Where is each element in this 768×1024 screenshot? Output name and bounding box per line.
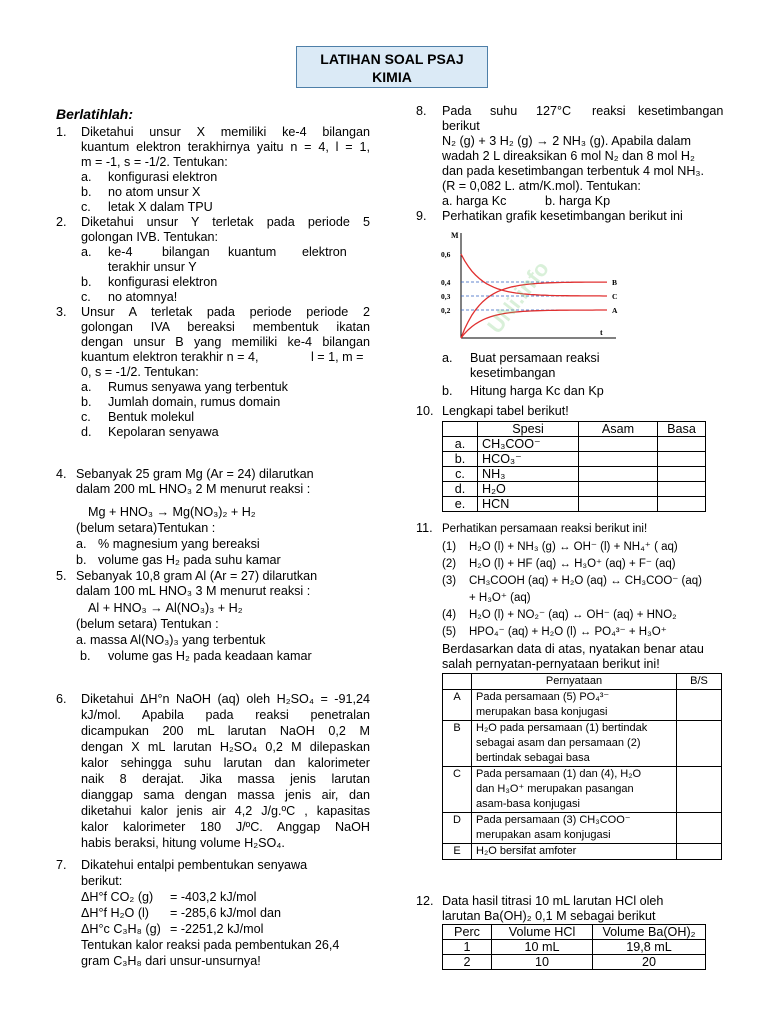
q12-line: Data hasil titrasi 10 mL larutan HCl oleh — [442, 894, 664, 908]
table-cell: H₂O — [478, 482, 579, 497]
title-line2: KIMIA — [372, 69, 412, 85]
titration-table — [442, 924, 706, 970]
statement-line: sebagai asam dan persamaan (2) — [476, 737, 641, 749]
q3-line: dengan unsur B yang memiliki ke-4 bilangan — [81, 335, 370, 349]
table-cell-empty[interactable] — [677, 844, 722, 860]
equilibrium-chart — [440, 225, 630, 345]
title-box — [296, 46, 488, 88]
q2-opt-letter: a. — [81, 245, 92, 259]
table-cell: c. — [443, 467, 478, 482]
q3-opt-letter: b. — [81, 395, 92, 409]
table-cell-empty[interactable] — [677, 813, 722, 844]
q4-opt-letter: a. — [76, 537, 87, 551]
q4-opt-text: volume gas H₂ pada suhu kamar — [98, 553, 281, 567]
statement-line: H₂O pada persamaan (1) bertindak — [476, 722, 648, 734]
q5-note: (belum setara) Tentukan : — [76, 617, 219, 631]
q5-opt-text: volume gas H₂ pada keadaan kamar — [108, 649, 312, 663]
q6-line: dianggap sama dengan massa jenis air, dan — [81, 788, 370, 802]
table-cell-empty[interactable] — [579, 497, 658, 512]
statement-line: Pada persamaan (3) CH₃COO⁻ — [476, 814, 631, 826]
q8-word: suhu — [490, 104, 518, 118]
q9-line: Perhatikan grafik kesetimbangan berikut ini — [442, 209, 683, 223]
q2-opt-letter: c. — [81, 290, 91, 304]
q1-opt-text: no atom unsur X — [108, 185, 201, 199]
table-cell: E — [443, 844, 472, 860]
statement-line: asam-basa konjugasi — [476, 798, 580, 810]
table-cell-empty[interactable] — [677, 721, 722, 767]
q5-line: dalam 100 mL HNO₃ 3 M menurut reaksi : — [76, 584, 311, 598]
table-header-row — [443, 422, 706, 437]
q4-line: Sebanyak 25 gram Mg (Ar = 24) dilarutkan — [76, 467, 314, 481]
q7-data-label: ΔH°f H₂O (l) — [81, 906, 150, 920]
species-table — [442, 421, 706, 512]
q7-num: 7. — [56, 858, 67, 872]
q10-line: Lengkapi tabel berikut! — [442, 404, 569, 418]
heading: Berlatihlah: — [56, 106, 134, 122]
table-cell-empty[interactable] — [658, 452, 706, 467]
q4-opt-letter: b. — [76, 553, 87, 567]
y-tick-label: 0,4 — [441, 278, 451, 287]
q4-num: 4. — [56, 467, 67, 481]
q11-line: salah pernyatan-pernyataan berikut ini! — [442, 657, 660, 671]
q2-line: golongan IVB. Tentukan: — [81, 230, 219, 244]
q6-line: naik 8 derajat. Jika massa jenis larutan — [81, 772, 370, 786]
table-row — [443, 767, 722, 813]
q4-opt-text: % magnesium yang bereaksi — [98, 537, 260, 551]
table-header-cell: Spesi — [478, 422, 579, 437]
q8-line: wadah 2 L direaksikan 6 mol N₂ dan 8 mol H₂ — [442, 149, 695, 163]
table-header-cell: B/S — [677, 674, 722, 690]
table-header-row — [443, 925, 706, 940]
table-row — [443, 690, 722, 721]
q11-rx-num: (4) — [442, 609, 457, 621]
q1-opt-text: konfigurasi elektron — [108, 170, 218, 184]
table-cell-empty[interactable] — [579, 437, 658, 452]
x-axis-label: t — [600, 328, 603, 337]
q9-num: 9. — [416, 209, 427, 223]
q3-opt-text: Jumlah domain, rumus domain — [108, 395, 281, 409]
table-header-cell: Basa — [658, 422, 706, 437]
table-row — [443, 467, 706, 482]
table-cell-empty[interactable] — [677, 690, 722, 721]
table-cell-empty[interactable] — [579, 452, 658, 467]
title-line1: LATIHAN SOAL PSAJ — [320, 51, 464, 67]
table-cell: HCO₃⁻ — [478, 452, 579, 467]
table-row — [443, 955, 706, 970]
q11-num: 11. — [416, 521, 433, 535]
q11-rx: + H₃O⁺ (aq) — [469, 592, 531, 604]
q6-num: 6. — [56, 692, 67, 706]
statement-line: merupakan basa konjugasi — [476, 706, 608, 718]
q11-rx: H₂O (l) + HF (aq) ↔ H₃O⁺ (aq) + F⁻ (aq) — [469, 558, 676, 570]
q12-num: 12. — [416, 894, 434, 908]
q3-opt-letter: c. — [81, 410, 91, 424]
table-cell: 20 — [593, 955, 706, 970]
table-cell: 10 — [492, 955, 593, 970]
table-row — [443, 437, 706, 452]
table-cell-empty[interactable] — [658, 467, 706, 482]
q3-opt-text: Rumus senyawa yang terbentuk — [108, 380, 288, 394]
table-row — [443, 452, 706, 467]
series-label-C: C — [612, 292, 618, 301]
q2-a-cont: terakhir unsur Y — [108, 260, 197, 274]
chart-watermark: UNi.info — [482, 256, 554, 339]
q7-data-label: ΔH°f CO₂ (g) — [81, 890, 154, 904]
table-row — [443, 497, 706, 512]
q4-reaction: Mg + HNO₃ → Mg(NO₃)₂ + H₂ — [88, 505, 256, 519]
statement-line: H₂O bersifat amfoter — [476, 845, 577, 857]
q1-opt-letter: c. — [81, 200, 91, 214]
q11-rx-num: (2) — [442, 558, 457, 570]
q1-opt-text: letak X dalam TPU — [108, 200, 213, 214]
q3-opt-text: Bentuk molekul — [108, 410, 195, 424]
q6-line: kalor kalorimeter 180 J/ºC. Anggap NaOH — [81, 820, 370, 834]
q7-data-value: = -403,2 kJ/mol — [170, 890, 257, 904]
q11-rx: H₂O (l) + NH₃ (g) ↔ OH⁻ (l) + NH₄⁺ ( aq) — [469, 541, 678, 553]
q2-num: 2. — [56, 215, 67, 229]
q8-opt-a: a. harga Kc — [442, 194, 507, 208]
q9-opt-text: kesetimbangan — [470, 366, 556, 380]
statement-line: Pada persamaan (1) dan (4), H₂O — [476, 768, 642, 780]
statement-table — [442, 673, 722, 860]
q6-line: Diketahui ΔH°n NaOH (aq) oleh H₂SO₄ = -91,24 — [81, 692, 370, 706]
q3-opt-letter: d. — [81, 425, 92, 439]
table-cell: d. — [443, 482, 478, 497]
table-cell: D — [443, 813, 472, 844]
q12-line: larutan Ba(OH)₂ 0,1 M sebagai berikut — [442, 909, 656, 923]
q11-rx: CH₃COOH (aq) + H₂O (aq) ↔ CH₃COO⁻ (aq) — [469, 575, 702, 587]
table-cell — [472, 767, 677, 813]
q6-line: kalor sehingga suhu larutan dan kalorimeter — [81, 756, 370, 770]
q8-word: 127°C — [536, 104, 572, 118]
q6-line: habis beraksi, hitung volume H₂SO₄. — [81, 836, 285, 850]
table-header-cell: Pernyataan — [472, 674, 677, 690]
q9-opt-text: Buat persamaan reaksi — [470, 351, 600, 365]
q5-num: 5. — [56, 569, 67, 583]
q8-line: N₂ (g) + 3 H₂ (g) → 2 NH₃ (g). Apabila dalam — [442, 134, 692, 148]
table-row — [443, 940, 706, 955]
q2-opt-letter: b. — [81, 275, 92, 289]
q3-line: golongan IVA bereaksi membentuk ikatan — [81, 320, 370, 334]
statement-line: dan H₃O⁺ merupakan pasangan — [476, 783, 634, 795]
q7-line: Tentukan kalor reaksi pada pembentukan 26,4 — [81, 938, 340, 952]
q11-rx: H₂O (l) + NO₂⁻ (aq) ↔ OH⁻ (aq) + HNO₂ — [469, 609, 677, 621]
y-tick-label: 0,6 — [441, 250, 451, 259]
table-row — [443, 482, 706, 497]
q2-opt-text: konfigurasi elektron — [108, 275, 218, 289]
table-cell-empty[interactable] — [658, 437, 706, 452]
q2-opt-text: no atomnya! — [108, 290, 178, 304]
table-cell — [472, 813, 677, 844]
q3-opt-letter: a. — [81, 380, 92, 394]
q8-num: 8. — [416, 104, 427, 118]
q8-word: kesetimbangan — [638, 104, 724, 118]
q11-rx: HPO₄⁻ (aq) + H₂O (l) ↔ PO₄³⁻ + H₃O⁺ — [469, 626, 667, 638]
table-cell-empty[interactable] — [677, 767, 722, 813]
table-row — [443, 844, 722, 860]
q3-line: Unsur A terletak pada periode periode 2 — [81, 305, 370, 319]
statement-line: bertindak sebagai basa — [476, 752, 590, 764]
table-cell: NH₃ — [478, 467, 579, 482]
q3-line: 0, s = -1/2. Tentukan: — [81, 365, 199, 379]
q4-note: (belum setara)Tentukan : — [76, 521, 216, 535]
q5-opt-a: a. massa Al(NO₃)₃ yang terbentuk — [76, 633, 266, 647]
q5-line: Sebanyak 10,8 gram Al (Ar = 27) dilarutkan — [76, 569, 318, 583]
table-cell: A — [443, 690, 472, 721]
q8-word: Pada — [442, 104, 472, 118]
q2-a-word: bilangan — [162, 245, 210, 259]
table-cell: CH₃COO⁻ — [478, 437, 579, 452]
table-cell: 10 mL — [492, 940, 593, 955]
table-cell — [472, 721, 677, 767]
q7-data-value: = -2251,2 kJ/mol — [170, 922, 264, 936]
statement-line: merupakan asam konjugasi — [476, 829, 611, 841]
series-label-B: B — [612, 278, 618, 287]
y-tick-label: 0,3 — [441, 292, 451, 301]
q11-line: Berdasarkan data di atas, nyatakan benar atau — [442, 642, 704, 656]
table-cell-empty[interactable] — [579, 482, 658, 497]
q7-data-label: ΔH°c C₃H₈ (g) — [81, 922, 161, 936]
y-tick-label: 0,2 — [441, 306, 451, 315]
q6-line: dicampukan 200 mL larutan NaOH 0,2 M — [81, 724, 370, 738]
table-header-cell — [443, 674, 472, 690]
table-cell — [472, 844, 677, 860]
q3-line: kuantum elektron terakhir n = 4, — [81, 350, 259, 364]
q9-opt-text: Hitung harga Kc dan Kp — [470, 384, 604, 398]
q3-line: l = 1, m = — [311, 350, 364, 364]
q3-opt-text: Kepolaran senyawa — [108, 425, 219, 439]
q1-line: m = -1, s = -1/2. Tentukan: — [81, 155, 228, 169]
table-cell-empty[interactable] — [658, 482, 706, 497]
series-label-A: A — [612, 306, 618, 315]
q6-line: dengan X mL larutan H₂SO₄ 0,2 M dilepaskan — [81, 740, 370, 754]
q10-num: 10. — [416, 404, 434, 418]
q11-line: Perhatikan persamaan reaksi berikut ini! — [442, 523, 648, 535]
q11-rx-num: (1) — [442, 541, 457, 553]
q2-a-word: kuantum — [228, 245, 277, 259]
table-row — [443, 813, 722, 844]
q1-num: 1. — [56, 125, 67, 139]
q7-line: Dikatehui entalpi pembentukan senyawa — [81, 858, 308, 872]
table-cell: C — [443, 767, 472, 813]
statement-line: Pada persamaan (5) PO₄³⁻ — [476, 691, 610, 703]
q8-line: berikut — [442, 119, 480, 133]
table-cell: 2 — [443, 955, 492, 970]
q11-rx-num: (3) — [442, 575, 457, 587]
table-cell — [472, 690, 677, 721]
q2-a-word: ke-4 — [108, 245, 133, 259]
q1-opt-letter: b. — [81, 185, 92, 199]
q1-line: Diketahui unsur X memiliki ke-4 bilangan — [81, 125, 370, 139]
table-header-cell: Volume HCl — [492, 925, 593, 940]
table-cell: 19,8 mL — [593, 940, 706, 955]
q1-opt-letter: a. — [81, 170, 92, 184]
table-cell-empty[interactable] — [579, 467, 658, 482]
q7-line: berikut: — [81, 874, 123, 888]
table-cell: b. — [443, 452, 478, 467]
table-header-cell — [443, 422, 478, 437]
q11-rx-num: (5) — [442, 626, 457, 638]
table-cell: B — [443, 721, 472, 767]
table-cell: a. — [443, 437, 478, 452]
q3-num: 3. — [56, 305, 67, 319]
q8-line: dan pada kesetimbangan terbentuk 4 mol NH₃. — [442, 164, 705, 178]
table-header-cell: Volume Ba(OH)₂ — [593, 925, 706, 940]
table-cell: e. — [443, 497, 478, 512]
q5-reaction: Al + HNO₃ → Al(NO₃)₃ + H₂ — [88, 601, 243, 615]
q6-line: kJ/mol. Apabila pada reaksi penetralan — [81, 708, 370, 722]
q8-word: reaksi — [592, 104, 626, 118]
q8-opt-b: b. harga Kp — [545, 194, 611, 208]
q5-opt-letter: b. — [80, 649, 91, 663]
table-cell: HCN — [478, 497, 579, 512]
table-header-cell: Asam — [579, 422, 658, 437]
q7-data-value: = -285,6 kJ/mol dan — [170, 906, 281, 920]
q7-line: gram C₃H₈ dari unsur-unsurnya! — [81, 954, 261, 968]
q9-opt-letter: b. — [442, 384, 453, 398]
q4-line: dalam 200 mL HNO₃ 2 M menurut reaksi : — [76, 482, 311, 496]
q1-line: kuantum elektron terakhirnya yaitu n = 4, l = 1, — [81, 140, 370, 154]
q9-opt-letter: a. — [442, 351, 453, 365]
table-header-row — [443, 674, 722, 690]
q2-a-word: elektron — [302, 245, 347, 259]
table-cell: 1 — [443, 940, 492, 955]
q6-line: diketahui kalor jenis air 4,2 J/g.ºC , kapasitas — [81, 804, 370, 818]
y-axis-label: M — [451, 231, 459, 240]
q2-line: Diketahui unsur Y terletak pada periode 5 — [81, 215, 370, 229]
table-cell-empty[interactable] — [658, 497, 706, 512]
table-row — [443, 721, 722, 767]
q8-line: (R = 0,082 L. atm/K.mol). Tentukan: — [442, 179, 641, 193]
table-header-cell: Perc — [443, 925, 492, 940]
